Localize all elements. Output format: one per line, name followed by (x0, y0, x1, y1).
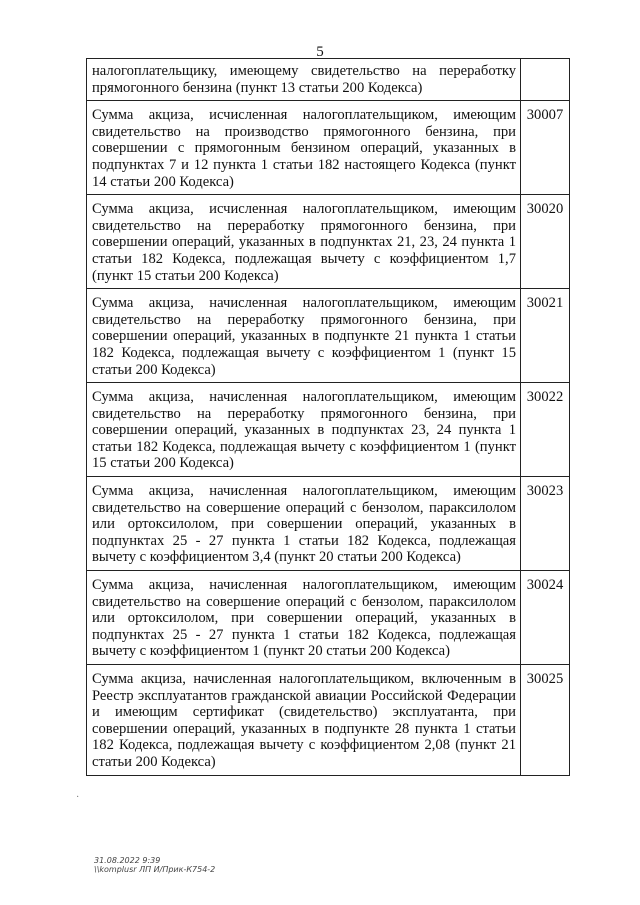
table-row (87, 571, 570, 665)
footer-path: \\komplusr ЛП И/Прик-К754-2 (94, 865, 216, 874)
table-row (87, 383, 570, 477)
row-description: Сумма акциза, начисленная налогоплательщиком, имеющим свидетельство на совершение операций с бензолом, параксилолом или ортоксилолом, при совершении операций, указанных в подпунктах 25 - 27 пункта 1 статьи 182 Кодекса, подлежащая вычету с коэффициентом 3,4 (пункт 20 статьи 200 Кодекса) (87, 477, 521, 571)
row-description: Сумма акциза, начисленная налогоплательщиком, имеющим свидетельство на переработку прямогонного бензина, при совершении операций, указанных в подпунктах 23, 24 пункта 1 статьи 182 Кодекса, подлежащая вычету с коэффициентом 1 (пункт 15 статьи 200 Кодекса) (87, 383, 521, 477)
table-row (87, 477, 570, 571)
row-code: 30023 (521, 477, 570, 571)
row-description: Сумма акциза, начисленная налогоплательщиком, имеющим свидетельство на переработку прямогонного бензина, при совершении операций, указанных в подпункте 21 пункта 1 статьи 182 Кодекса, подлежащая вычету с коэффициентом 1 (пункт 15 статьи 200 Кодекса) (87, 289, 521, 383)
row-code: 30024 (521, 571, 570, 665)
row-code: 30025 (521, 665, 570, 776)
row-description: Сумма акциза, исчисленная налогоплательщиком, имеющим свидетельство на производство прямогонного бензина, при совершении с прямогонным бензином операций, указанных в подпунктах 7 и 12 пункта 1 статьи 182 настоящего Кодекса (пункт 14 статьи 200 Кодекса) (87, 101, 521, 195)
table-row (87, 195, 570, 289)
margin-mark: · (76, 792, 80, 803)
row-code: 30021 (521, 289, 570, 383)
row-code: 30007 (521, 101, 570, 195)
page-number: 5 (316, 44, 324, 60)
row-description: Сумма акциза, начисленная налогоплательщиком, имеющим свидетельство на совершение операций с бензолом, параксилолом или ортоксилолом, при совершении операций, указанных в подпунктах 25 - 27 пункта 1 статьи 182 Кодекса, подлежащая вычету с коэффициентом 1 (пункт 20 статьи 200 Кодекса) (87, 571, 521, 665)
row-code (521, 59, 570, 101)
table-row (87, 59, 570, 101)
row-description: Сумма акциза, начисленная налогоплательщиком, включенным в Реестр эксплуатантов гражданской авиации Российской Федерации и имеющим сертификат (свидетельство) эксплуатанта, при совершении операций, указанных в подпункте 28 пункта 1 статьи 182 Кодекса, подлежащая вычету с коэффициентом 2,08 (пункт 21 статьи 200 Кодекса) (87, 665, 521, 776)
excise-codes-table (86, 58, 570, 776)
footer-date: 31.08.2022 9:39 (94, 856, 161, 865)
row-code: 30020 (521, 195, 570, 289)
row-description: Сумма акциза, исчисленная налогоплательщиком, имеющим свидетельство на переработку прямогонного бензина, при совершении операций, указанных в подпунктах 21, 23, 24 пункта 1 статьи 182 Кодекса, подлежащая вычету с коэффициентом 1,7 (пункт 15 статьи 200 Кодекса) (87, 195, 521, 289)
document-footer (94, 856, 215, 874)
table-row (87, 665, 570, 776)
table-row (87, 101, 570, 195)
row-description: налогоплательщику, имеющему свидетельство на переработку прямогонного бензина (пункт 13 статьи 200 Кодекса) (87, 59, 521, 101)
row-code: 30022 (521, 383, 570, 477)
table-row (87, 289, 570, 383)
